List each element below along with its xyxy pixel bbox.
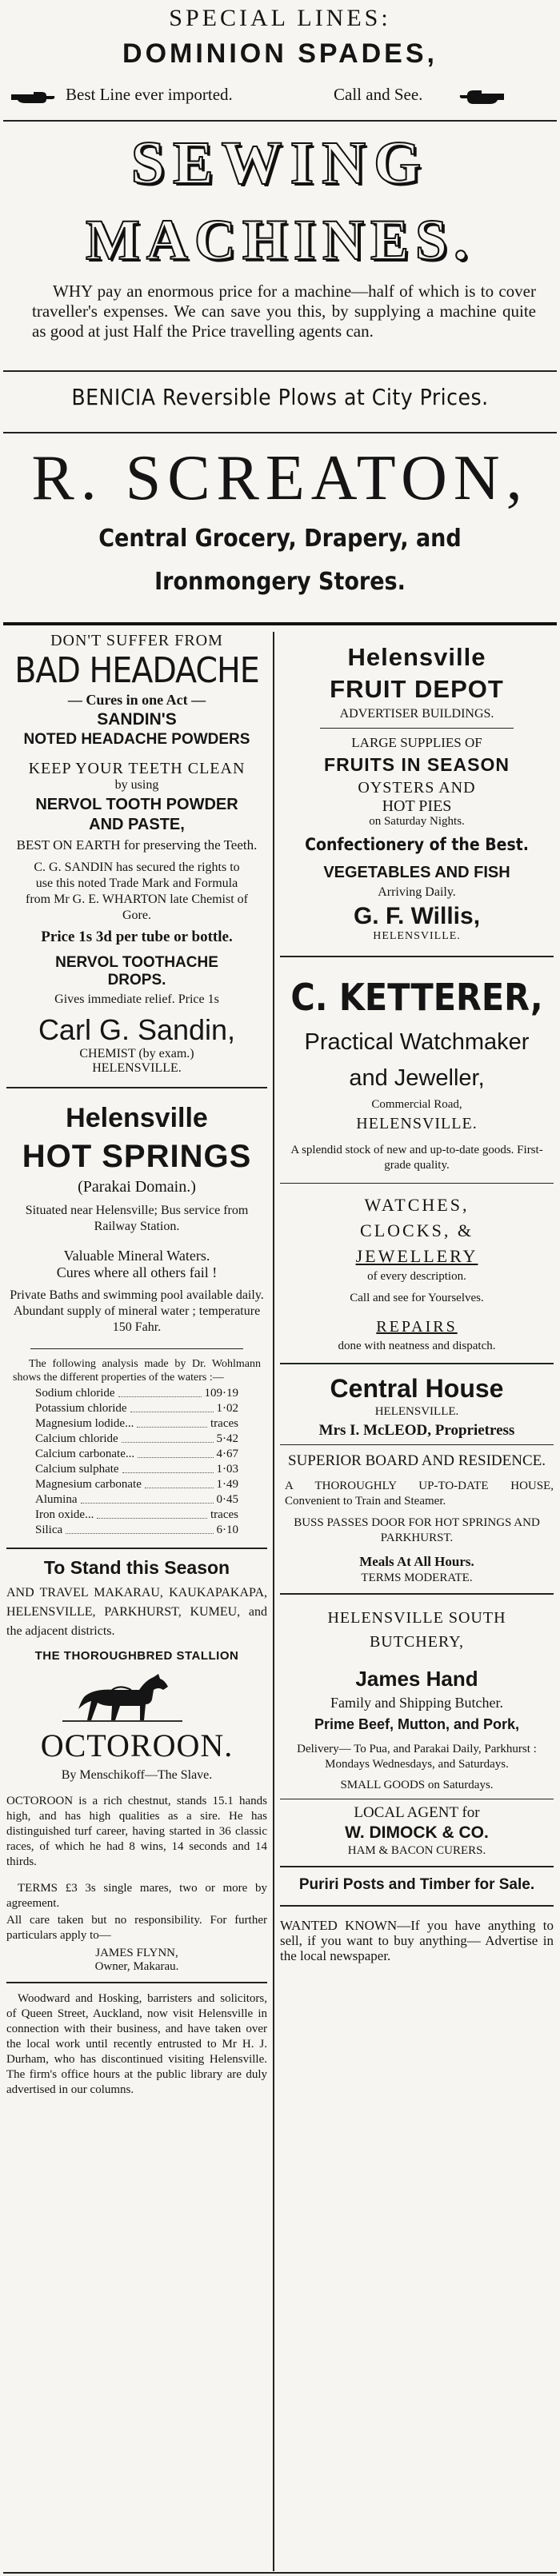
benicia-plows: BENICIA Reversible Plows at City Prices. <box>71 384 489 410</box>
family-butcher: Family and Shipping Butcher. <box>330 1695 503 1711</box>
owner-name: JAMES FLYNN, <box>95 1947 178 1959</box>
special-lines-heading: SPECIAL LINES: <box>169 5 391 31</box>
superior-board: SUPERIOR BOARD AND RESIDENCE. <box>288 1452 546 1469</box>
sandin-secured: C. G. SANDIN has secured the rights to use this noted Trade Mark and Formula from Mr G. E. WHARTON late Chemist of Gore. <box>26 861 248 922</box>
leader-dots <box>81 1492 214 1504</box>
octoroon-description: OCTOROON is a rich chestnut, stands 15.1 hands high, and has high qualities as a sire. He has distinguished turf career, having started in 36 classic races, of which he had 8 wins, 14 seconds and 14 thirds. <box>6 1795 267 1868</box>
local-agent: LOCAL AGENT for <box>354 1804 480 1821</box>
divider <box>3 2572 557 2574</box>
horse-icon <box>62 1669 182 1725</box>
meals-all-hours: Meals At All Hours. <box>359 1554 474 1569</box>
left-column <box>6 632 267 2098</box>
cures-in-one-act: — Cures in one Act — <box>67 692 206 708</box>
splendid-stock: A splendid stock of new and up-to-date goods. First-grade quality. <box>290 1144 543 1172</box>
divider <box>280 1905 554 1907</box>
analysis-intro: The following analysis made by Dr. Wohlmann shows the different properties of the waters :— <box>13 1358 261 1384</box>
james-hand: James Hand <box>355 1667 478 1691</box>
analysis-row <box>35 1386 238 1401</box>
puriri-posts: Puriri Posts and Timber for Sale. <box>298 1876 535 1893</box>
by-using: by using <box>114 778 159 792</box>
analysis-row <box>35 1462 238 1477</box>
pointing-hand-right-icon <box>10 90 56 106</box>
leader-dots <box>137 1416 207 1428</box>
analysis-value: 4·67 <box>216 1448 238 1460</box>
column-divider <box>273 632 274 2571</box>
gives-relief: Gives immediate relief. Price 1s <box>54 992 219 1006</box>
analysis-value: 0·45 <box>216 1493 238 1506</box>
stallion-terms: TERMS £3 3s single mares, two or more by agreement. <box>6 1882 267 1910</box>
leader-dots <box>122 1432 214 1443</box>
clocks: CLOCKS, & <box>360 1220 474 1240</box>
sandins: SANDIN'S <box>97 710 177 729</box>
analysis-name: Calcium chloride <box>35 1432 118 1445</box>
sewing-body: WHY pay an enormous price for a machine—half of which is to cover traveller's expenses. We can save you this, by supplying a machine quite as good at just Half the Price travelling agents can. <box>32 282 536 341</box>
analysis-table <box>6 1384 267 1538</box>
screaton-name: R. SCREATON, <box>31 443 529 513</box>
parakai-domain: (Parakai Domain.) <box>78 1178 196 1196</box>
divider <box>6 1548 267 1549</box>
analysis-value: traces <box>210 1508 238 1521</box>
call-and-see-text: Call and See. <box>334 85 423 104</box>
house-town: HELENSVILLE. <box>374 1405 459 1418</box>
divider <box>280 1183 554 1184</box>
leader-dots <box>97 1508 207 1519</box>
cures-all: Cures where all others fail ! <box>56 1264 218 1280</box>
oysters-and: OYSTERS AND <box>358 779 476 797</box>
analysis-value: 6·10 <box>216 1524 238 1536</box>
woodward-hosking: Woodward and Hosking, barristers and solicitors, of Queen Street, Auckland, now visit Helensville in connection with their business, and have taken over the local work until recently entrusted to Mr H. J. Durham, who has discontinued visiting Helensville. The firm's office hours at the public library are duly advertised in our columns. <box>6 1992 267 2096</box>
practical-watchmaker: Practical Watchmaker <box>304 1029 530 1055</box>
analysis-row <box>35 1401 238 1416</box>
fruit-depot: FRUIT DEPOT <box>330 675 504 703</box>
analysis-row <box>35 1432 238 1447</box>
springs-helensville: Helensville <box>66 1103 208 1133</box>
analysis-row <box>35 1523 238 1538</box>
leader-dots <box>118 1386 202 1397</box>
springs-situated: Situated near Helensville; Bus service from Railway Station. <box>25 1204 249 1233</box>
central-house: Central House <box>330 1374 504 1403</box>
octoroon-by: By Menschikoff—The Slave. <box>61 1768 213 1782</box>
analysis-row <box>35 1508 238 1523</box>
stallion-places: AND TRAVEL MAKARAU, KAUKAPAKAPA, HELENSVILLE, PARKHURST, KUMEU, and the adjacent districts. <box>6 1586 267 1638</box>
divider <box>3 120 557 122</box>
leader-dots <box>145 1477 214 1488</box>
south-butchery: HELENSVILLE SOUTH BUTCHERY, <box>327 1609 506 1651</box>
right-column <box>280 632 554 1963</box>
prime-beef: Prime Beef, Mutton, and Pork, <box>314 1716 520 1732</box>
fruits-in-season: FRUITS IN SEASON <box>324 754 510 775</box>
thoroughly-up-to-date: A THOROUGHLY UP-TO-DATE HOUSE, Convenient to Train and Steamer. <box>285 1480 554 1508</box>
sewing-heading: SEWING <box>130 130 430 197</box>
every-description: of every description. <box>367 1270 466 1283</box>
divider <box>280 1363 554 1364</box>
ketterer-name: C. KETTERER, <box>290 976 543 1019</box>
leader-dots <box>66 1523 213 1534</box>
noted-headache-powders: NOTED HEADACHE POWDERS <box>23 731 250 748</box>
analysis-value: traces <box>210 1417 238 1430</box>
repairs-done: done with neatness and dispatch. <box>338 1340 496 1352</box>
divider <box>6 1982 267 1983</box>
divider <box>3 370 557 372</box>
chemist-town: HELENSVILLE. <box>92 1061 182 1075</box>
vegetables-fish: VEGETABLES AND FISH <box>323 864 510 881</box>
best-line-row <box>10 85 554 107</box>
analysis-value: 109·19 <box>204 1387 238 1400</box>
hot-pies: HOT PIES <box>382 797 452 815</box>
divider <box>3 622 557 625</box>
to-stand: To Stand this Season <box>43 1557 230 1578</box>
divider <box>280 956 554 957</box>
analysis-value: 5·42 <box>216 1432 238 1445</box>
analysis-value: 1·03 <box>216 1463 238 1476</box>
analysis-name: Sodium chloride <box>35 1387 115 1400</box>
analysis-row <box>35 1492 238 1508</box>
confectionery: Confectionery of the Best. <box>305 835 529 854</box>
analysis-name: Potassium chloride <box>35 1402 127 1415</box>
jewellery: JEWELLERY <box>355 1246 478 1266</box>
wanted-known: WANTED KNOWN—If you have anything to sell, if you want to buy anything— Advertise in the local newspaper. <box>280 1918 554 1963</box>
leader-dots <box>138 1447 213 1458</box>
fruit-helensville: Helensville <box>347 643 486 671</box>
analysis-name: Iron oxide... <box>35 1508 94 1521</box>
stallion-care: All care taken but no responsibility. For further particulars apply to— <box>6 1914 267 1942</box>
watches: WATCHES, <box>364 1195 470 1215</box>
keep-teeth-clean: KEEP YOUR TEETH CLEAN <box>28 760 246 777</box>
analysis-name: Magnesium carbonate <box>35 1478 142 1491</box>
repairs: REPAIRS <box>376 1318 458 1336</box>
screaton-line1: Central Grocery, Drapery, and <box>98 525 462 553</box>
analysis-value: 1·02 <box>216 1402 238 1415</box>
analysis-row <box>35 1447 238 1462</box>
screaton-line2: Ironmongery Stores. <box>154 568 406 596</box>
analysis-row <box>35 1477 238 1492</box>
arriving-daily: Arriving Daily. <box>378 885 456 899</box>
leader-dots <box>130 1401 214 1412</box>
analysis-row <box>35 1416 238 1432</box>
ketterer-town: HELENSVILLE. <box>356 1115 478 1132</box>
hot-springs: HOT SPRINGS <box>22 1139 252 1174</box>
saturday-nights: on Saturday Nights. <box>369 815 465 828</box>
large-supplies: LARGE SUPPLIES OF <box>351 735 482 750</box>
divider <box>280 1444 554 1445</box>
chemist-title: CHEMIST (by exam.) <box>79 1047 194 1060</box>
tube-price: Price 1s 3d per tube or bottle. <box>41 929 233 945</box>
advertiser-buildings: ADVERTISER BUILDINGS. <box>339 707 494 721</box>
octoroon-name: OCTOROON. <box>40 1727 234 1763</box>
terms-moderate: TERMS MODERATE. <box>361 1572 473 1584</box>
machines-heading: MACHINES. <box>85 208 475 272</box>
analysis-name: Magnesium lodide... <box>35 1417 134 1430</box>
dimock: W. DIMOCK & CO. <box>345 1823 489 1842</box>
pointing-hand-left-icon <box>458 88 506 107</box>
divider <box>320 728 514 729</box>
analysis-name: Silica <box>35 1524 63 1536</box>
bad-headache: BAD HEADACHE <box>14 650 259 691</box>
nervol-tooth-powder: NERVOL TOOTH POWDER <box>35 796 238 813</box>
gf-willis: G. F. Willis, <box>353 903 481 929</box>
call-and-see: Call and see for Yourselves. <box>350 1292 484 1304</box>
dominion-spades-heading: DOMINION SPADES, <box>122 38 438 69</box>
analysis-value: 1·49 <box>216 1478 238 1491</box>
analysis-name: Alumina <box>35 1493 78 1506</box>
commercial-road: Commercial Road, <box>371 1098 462 1111</box>
dont-suffer: DON'T SUFFER FROM <box>50 632 223 649</box>
willis-town: HELENSVILLE. <box>373 930 461 942</box>
leader-dots <box>122 1462 214 1473</box>
divider <box>280 1593 554 1595</box>
valuable-waters: Valuable Mineral Waters. <box>63 1248 210 1264</box>
and-jeweller: and Jeweller, <box>349 1065 485 1091</box>
divider <box>30 1348 243 1349</box>
best-line-text: Best Line ever imported. <box>66 85 233 104</box>
thoroughbred-stallion: THE THOROUGHBRED STALLION <box>34 1649 239 1663</box>
ham-bacon: HAM & BACON CURERS. <box>347 1844 486 1857</box>
nervol-toothache-drops: NERVOL TOOTHACHE DROPS. <box>55 954 218 988</box>
carl-sandin: Carl G. Sandin, <box>38 1013 236 1046</box>
owner-place: Owner, Makarau. <box>94 1960 179 1973</box>
divider <box>280 1866 554 1867</box>
analysis-name: Calcium sulphate <box>35 1463 119 1476</box>
small-goods: SMALL GOODS on Saturdays. <box>340 1779 494 1791</box>
best-on-earth: BEST ON EARTH for preserving the Teeth. <box>16 837 258 853</box>
analysis-name: Calcium carbonate... <box>35 1448 135 1460</box>
buss-passes: BUSS PASSES DOOR FOR HOT SPRINGS AND PARKHURST. <box>294 1516 540 1544</box>
and-paste: AND PASTE, <box>89 816 185 833</box>
delivery: Delivery— To Pua, and Parakai Daily, Parkhurst : Mondays Wednesdays, and Saturdays. <box>297 1743 537 1771</box>
divider <box>6 1087 267 1088</box>
proprietress: Mrs I. McLEOD, Proprietress <box>318 1422 515 1439</box>
divider <box>3 432 557 433</box>
private-baths: Private Baths and swimming pool available daily. Abundant supply of mineral water ; temperature 150 Fahr. <box>10 1288 264 1334</box>
